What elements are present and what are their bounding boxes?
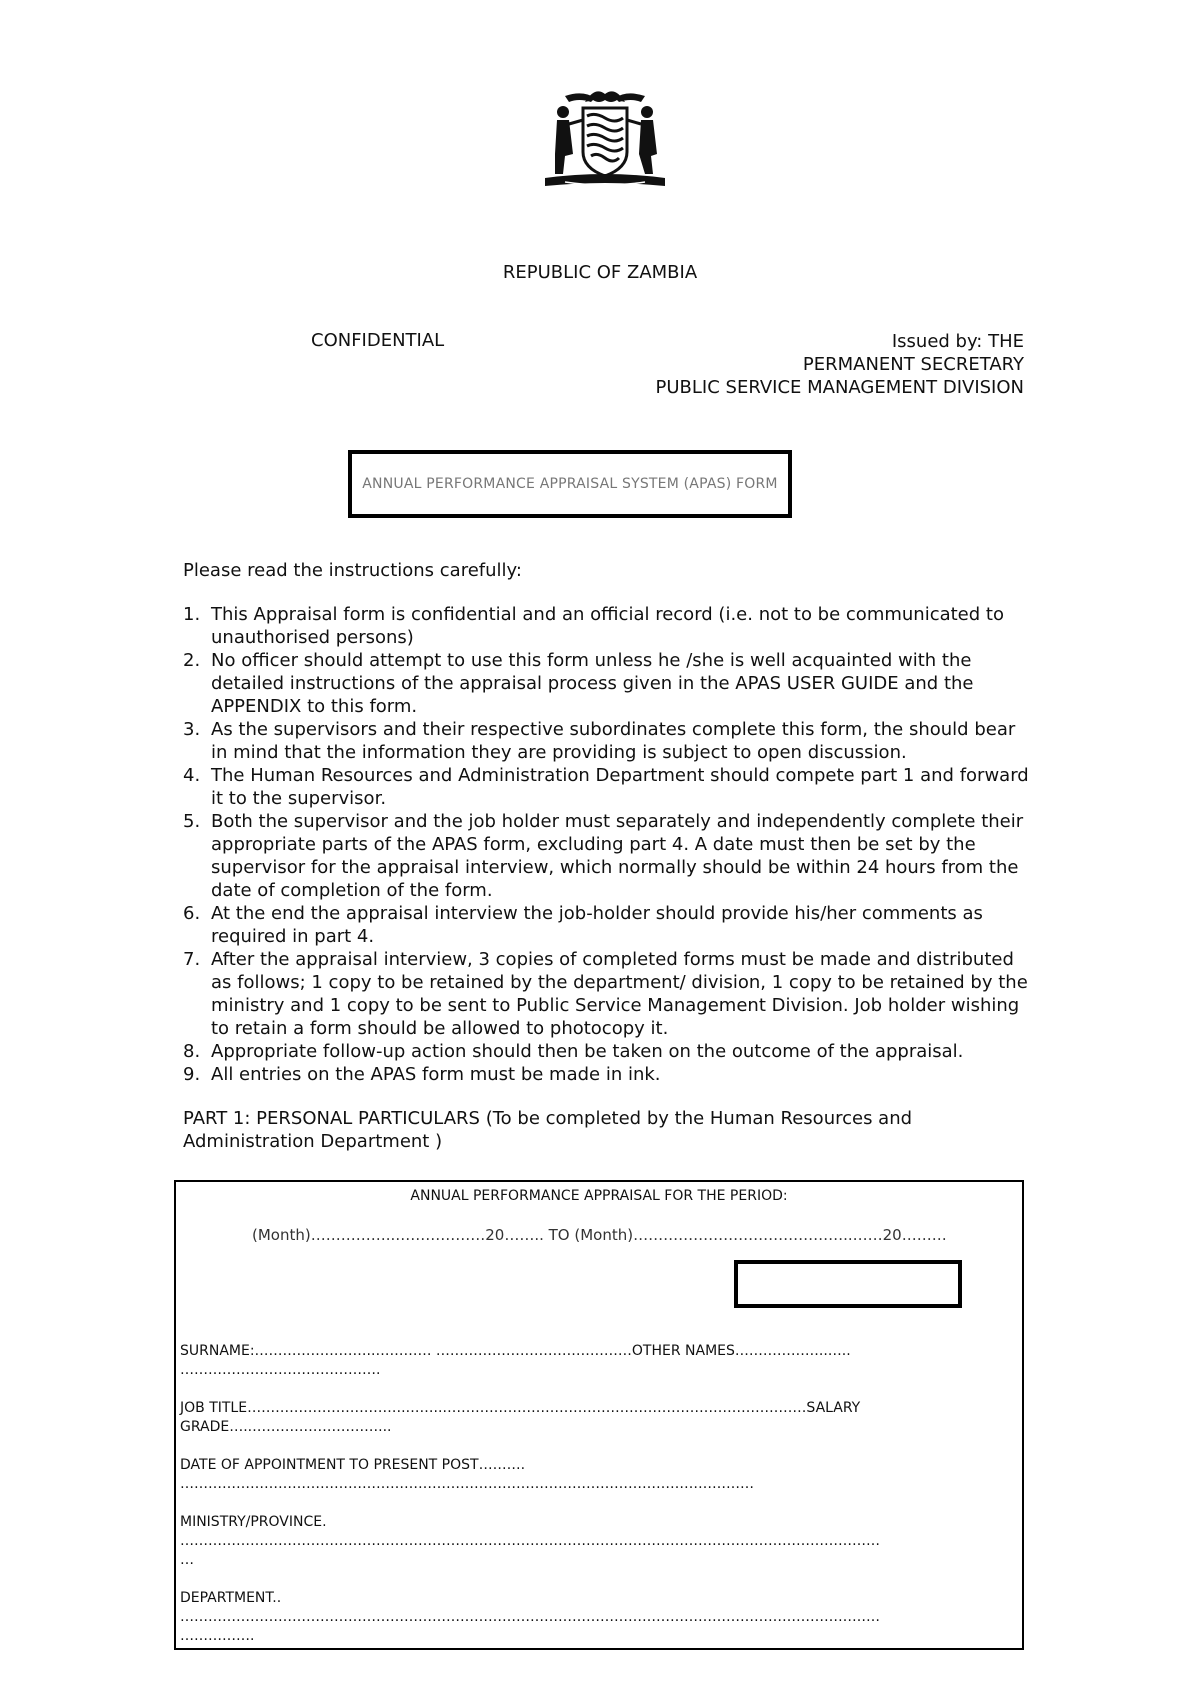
list-item xyxy=(183,718,1033,764)
instructions-intro: Please read the instructions carefully: xyxy=(183,560,522,581)
item-number: 5. xyxy=(183,811,201,832)
item-text: Appropriate follow-up action should then be taken on the outcome of the appraisal. xyxy=(211,1041,964,1062)
issuer-line-2: PERMANENT SECRETARY xyxy=(802,354,1024,375)
surname-field[interactable]: SURNAME:……………………..………… ……………………………………OTHER NAMES………………..….. xyxy=(180,1343,851,1359)
item-number: 8. xyxy=(183,1041,201,1062)
list-item xyxy=(183,902,1033,948)
item-text: At the end the appraisal interview the job-holder should provide his/her comments as required in part 4. xyxy=(211,903,983,947)
period-title: ANNUAL PERFORMANCE APPRAISAL FOR THE PERIOD: xyxy=(410,1188,788,1204)
department-field[interactable]: …………………………………………………………………………………………………………………………………… xyxy=(180,1609,880,1625)
list-item xyxy=(183,810,1033,902)
item-number: 3. xyxy=(183,719,201,740)
appointment-date-field[interactable]: …………………………………………………………………………………………………………… xyxy=(180,1476,754,1492)
list-item xyxy=(183,948,1033,1040)
item-number: 1. xyxy=(183,604,201,625)
list-item xyxy=(183,764,1033,810)
coat-of-arms-emblem xyxy=(535,82,675,190)
item-text: All entries on the APAS form must be made in ink. xyxy=(211,1064,661,1085)
list-item xyxy=(183,649,1033,718)
item-text: Both the supervisor and the job holder must separately and independently complete their appropriate parts of the APAS form, excluding part 4. A date must then be set by the supervisor for the appraisal interview, which normally should be within 24 hours from the date of completion of the form. xyxy=(211,811,1024,901)
personal-particulars-form xyxy=(174,1180,1024,1650)
list-item xyxy=(183,1040,1033,1063)
instructions-list xyxy=(183,603,1033,1086)
job-title-field[interactable]: JOB TITLE…………………………….……..……………………………………………………………………SALARY xyxy=(180,1400,861,1416)
list-item xyxy=(183,603,1033,649)
salary-grade-field[interactable]: GRADE…..………………………... xyxy=(180,1419,392,1435)
appointment-date-label: DATE OF APPOINTMENT TO PRESENT POST………. xyxy=(180,1457,526,1473)
classification-label: CONFIDENTIAL xyxy=(311,330,445,351)
period-field[interactable]: (Month)……………..………………20…….. TO (Month)……………………………………..……20……… xyxy=(252,1226,947,1244)
issuer-block xyxy=(656,330,1024,399)
department-field-continuation[interactable]: ……………. xyxy=(180,1628,255,1644)
blank-entry-box[interactable] xyxy=(734,1260,962,1308)
form-title: ANNUAL PERFORMANCE APPRAISAL SYSTEM (APAS) FORM xyxy=(362,476,778,492)
ministry-field[interactable]: …………………………………………………………………………………………………………………………………… xyxy=(180,1533,880,1549)
item-number: 7. xyxy=(183,949,201,970)
country-heading: REPUBLIC OF ZAMBIA xyxy=(502,262,698,283)
issuer-line-3: PUBLIC SERVICE MANAGEMENT DIVISION xyxy=(655,377,1024,398)
department-label: DEPARTMENT.. xyxy=(180,1590,282,1606)
item-number: 9. xyxy=(183,1064,201,1085)
item-text: After the appraisal interview, 3 copies of completed forms must be made and distributed as follows; 1 copy to be retained by the department/ division, 1 copy to be retained by the ministry and 1 copy to be sent to Public Service Management Division. Job holder wishing to retain a form should be allowed to photocopy it. xyxy=(211,949,1028,1039)
item-number: 6. xyxy=(183,903,201,924)
item-text: The Human Resources and Administration Department should compete part 1 and forward it to the supervisor. xyxy=(211,765,1029,809)
item-text: This Appraisal form is confidential and an official record (i.e. not to be communicated to unauthorised persons) xyxy=(211,604,1004,648)
ministry-field-continuation[interactable]: … xyxy=(180,1552,194,1568)
other-names-continuation[interactable]: ……………………………………. xyxy=(180,1362,381,1378)
form-title-box xyxy=(348,450,792,518)
item-text: As the supervisors and their respective subordinates complete this form, the should bear in mind that the information they are providing is subject to open discussion. xyxy=(211,719,1016,763)
issuer-line-1: Issued by: THE xyxy=(891,331,1024,352)
part1-heading: PART 1: PERSONAL PARTICULARS (To be completed by the Human Resources and Administration Department ) xyxy=(183,1108,913,1152)
list-item xyxy=(183,1063,1033,1086)
coat-of-arms-icon xyxy=(535,82,675,190)
item-number: 4. xyxy=(183,765,201,786)
item-text: No officer should attempt to use this form unless he /she is well acquainted with the detailed instructions of the appraisal process given in the APAS USER GUIDE and the APPENDIX to this form. xyxy=(211,650,974,717)
ministry-label: MINISTRY/PROVINCE. xyxy=(180,1514,327,1530)
item-number: 2. xyxy=(183,650,201,671)
